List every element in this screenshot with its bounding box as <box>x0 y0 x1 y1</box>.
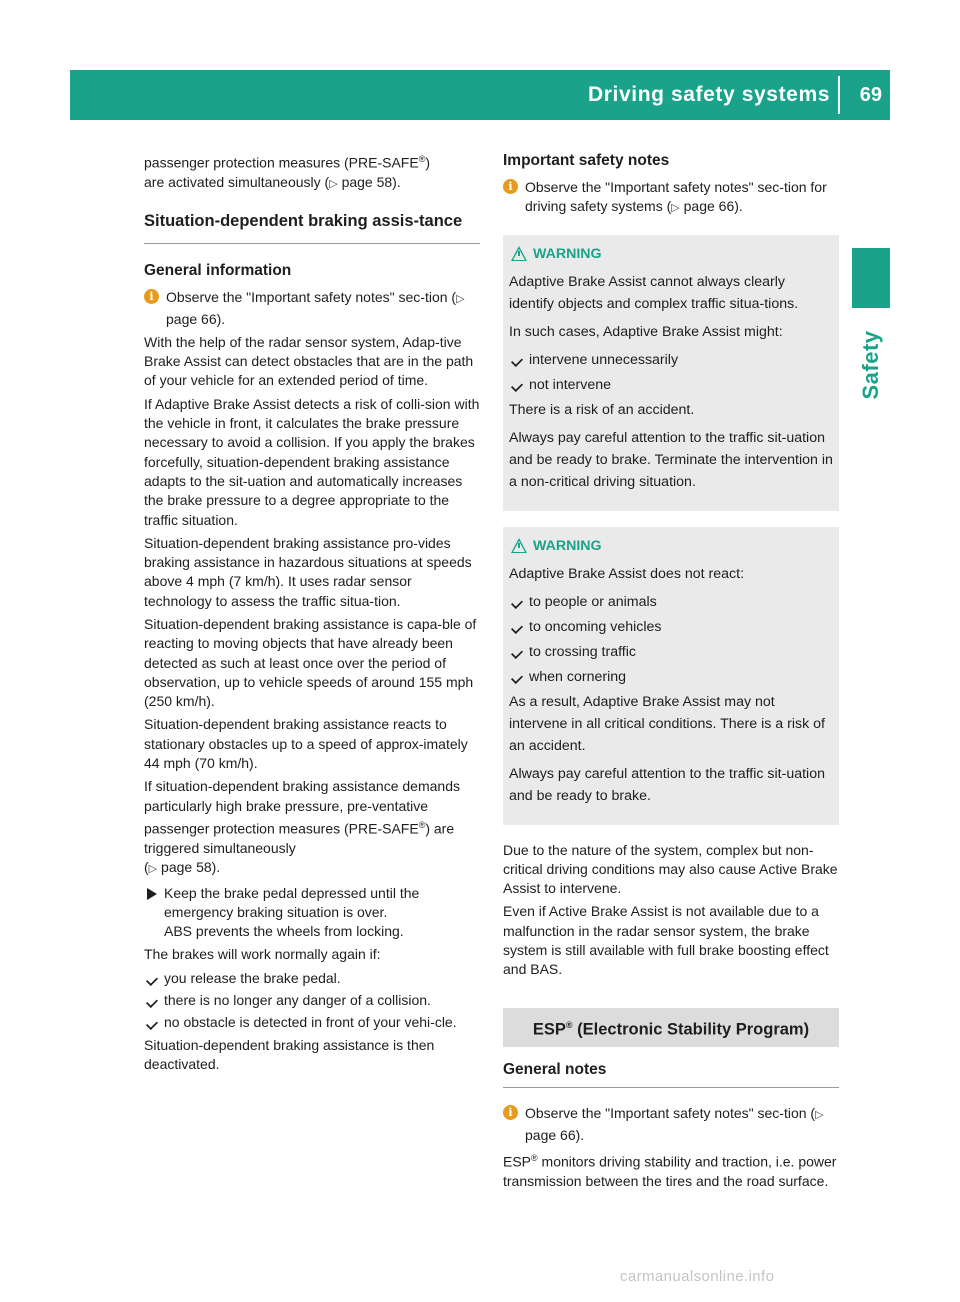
heading-important-safety-notes: Important safety notes <box>503 152 670 169</box>
subheading-general-information: General information <box>144 262 292 280</box>
instruction-step: Keep the brake pedal depressed until the emergency braking situation is over. ABS prevents the wheels from locking. <box>144 884 480 942</box>
subheading-general-notes: General notes <box>503 1061 607 1079</box>
left-column <box>144 150 480 1078</box>
watermark: carmanualsonline.info <box>620 1268 775 1285</box>
heading-rule <box>503 1087 839 1088</box>
list-item: there is no longer any danger of a collision. <box>144 991 480 1010</box>
paragraph: Even if Active Brake Assist is not available due to a malfunction in the radar sensor system, the brake system is still available with full brake boosting effect and BAS. <box>503 903 829 978</box>
info-note: i Observe the "Important safety notes" sec-tion (▷ page 66). <box>144 288 480 329</box>
warning-triangle-icon <box>511 538 527 553</box>
list-item: you release the brake pedal. <box>144 969 480 988</box>
page-number: 69 <box>859 84 882 106</box>
info-note: i Observe the "Important safety notes" sec-tion (▷ page 66). <box>503 1104 839 1145</box>
paragraph: The brakes will work normally again if: <box>144 946 381 963</box>
paragraph: Situation-dependent braking assistance is then deactivated. <box>144 1036 435 1072</box>
warning-heading: WARNING <box>509 537 833 555</box>
step-arrow-icon <box>147 888 157 900</box>
warning-text: Adaptive Brake Assist does not react: <box>509 565 745 582</box>
info-icon: i <box>503 1105 518 1120</box>
right-column <box>503 150 839 1195</box>
warning-text: There is a risk of an accident. <box>509 401 695 418</box>
warning-text: Always pay careful attention to the traffic sit-uation and be ready to brake. <box>509 765 825 804</box>
intro-paragraph: passenger protection measures (PRE-SAFE®) are activated simultaneously (▷ page 58). <box>144 154 430 190</box>
list-item: to people or animals <box>509 591 833 613</box>
page-ref-arrow-icon: ▷ <box>671 202 680 215</box>
side-tab-label: Safety <box>858 330 883 400</box>
page-ref-arrow-icon: ▷ <box>148 863 158 876</box>
warning-box <box>503 527 839 825</box>
paragraph: ESP® monitors driving stability and traction, i.e. power transmission between the tires and the road surface. <box>503 1153 837 1190</box>
heading-rule <box>144 243 480 244</box>
esp-section-heading: ESP® (Electronic Stability Program) <box>503 1008 839 1048</box>
paragraph: Situation-dependent braking assistance is capa-ble of reacting to moving objects that have already been detected as such at least once over the period of observation, up to vehicle speeds of around 155 mph (250 km/h). <box>144 616 477 710</box>
paragraph: If situation-dependent braking assistance demands particularly high brake pressure, pre-ventative passenger protection measures (PRE-SAFE®) are triggered simultaneously (▷ page 58). <box>144 778 460 876</box>
list-item: to crossing traffic <box>509 641 833 663</box>
paragraph: Situation-dependent braking assistance reacts to stationary obstacles up to a speed of approx-imately 44 mph (70 km/h). <box>144 716 468 772</box>
step-note: ABS prevents the wheels from locking. <box>164 923 404 940</box>
list-item: to oncoming vehicles <box>509 616 833 638</box>
paragraph: If Adaptive Brake Assist detects a risk of colli-sion with the vehicle in front, it calculates the brake pressure necessary to avoid a collision. If you apply the brakes forcefully, situation-dependent braking assistance adapts to the sit-uation and automatically increases the brake pressure to a degree appropriate to the traffic situation. <box>144 395 480 528</box>
warning-text: As a result, Adaptive Brake Assist may not intervene in all critical conditions. There is a risk of an accident. <box>509 693 825 754</box>
info-note: i Observe the "Important safety notes" sec-tion for driving safety systems (▷ page 66). <box>503 178 839 219</box>
warning-text: Adaptive Brake Assist cannot always clearly identify objects and complex traffic situa-tions. <box>509 273 799 312</box>
list-item: not intervene <box>509 374 833 396</box>
header-divider <box>838 76 840 114</box>
info-icon: i <box>144 289 159 304</box>
header-bar <box>70 70 890 120</box>
page-ref-arrow-icon: ▷ <box>815 1109 824 1122</box>
paragraph: With the help of the radar sensor system, Adap-tive Brake Assist can detect obstacles that are in the path of your vehicle for an extended period of time. <box>144 333 474 389</box>
paragraph: Situation-dependent braking assistance pro-vides braking assistance in hazardous situations at speeds above 4 mph (7 km/h). It uses radar sensor technology to assess the traffic situa-tion. <box>144 534 472 609</box>
warning-box <box>503 235 839 511</box>
section-title: Driving safety systems <box>588 83 830 106</box>
section-heading: Situation-dependent braking assis-tance <box>144 212 463 231</box>
list-item: when cornering <box>509 666 833 688</box>
warning-triangle-icon <box>511 246 527 261</box>
warning-text: In such cases, Adaptive Brake Assist might: <box>509 323 783 340</box>
list-item: no obstacle is detected in front of your vehi-cle. <box>144 1013 480 1032</box>
warning-text: Always pay careful attention to the traffic sit-uation and be ready to brake. Terminate the intervention in a non-critical driving situation. <box>509 429 833 490</box>
warning-heading: WARNING <box>509 245 833 263</box>
side-tab-marker <box>852 248 890 308</box>
info-icon: i <box>503 179 518 194</box>
list-item: intervene unnecessarily <box>509 349 833 371</box>
page-ref-arrow-icon: ▷ <box>329 177 338 190</box>
page-ref-arrow-icon: ▷ <box>456 293 465 306</box>
paragraph: Due to the nature of the system, complex but non-critical driving conditions may also cause Active Brake Assist to intervene. <box>503 841 838 897</box>
